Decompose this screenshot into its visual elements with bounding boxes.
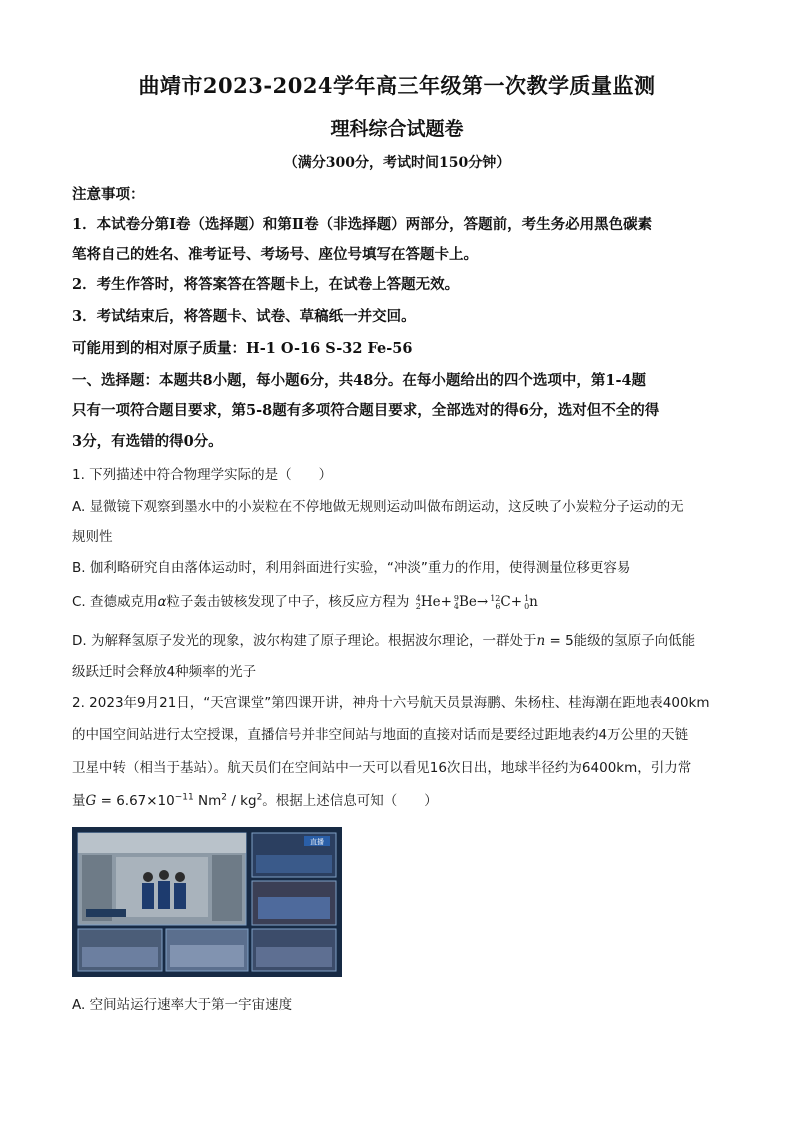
option-c-text: C. 查德威克用 <box>72 594 158 610</box>
unit-square-1: 2 <box>221 792 228 803</box>
n-equals: = 5 <box>545 633 574 649</box>
question-1-option-b: B. 伽利略研究自由落体运动时，利用斜面进行实验，“冲淡”重力的作用，使得测量位移更容易 <box>72 560 631 576</box>
gravity-constant-symbol: G <box>85 793 97 809</box>
notice-item-2: 2．考生作答时，将答案答在答题卡上，在试卷上答题无效。 <box>72 276 460 293</box>
broadcast-collage-image <box>72 827 342 977</box>
option-c-text-2: 粒子轰击铍核发现了中子，核反应方程为 <box>166 594 410 610</box>
section-instructions-line-3: 3分，有选错的得0分。 <box>72 433 223 450</box>
gravity-unit: Nm <box>193 793 222 809</box>
notice-item-3: 3．考试结束后，将答题卡、试卷、草稿纸一并交回。 <box>72 308 416 325</box>
question-2-line-2: 的中国空间站进行太空授课，直播信号并非空间站与地面的直接对话而是要经过距地表约4万公里的天链 <box>72 727 689 743</box>
q2-line4-pre: 量 <box>72 793 86 809</box>
gravity-exponent: −11 <box>174 792 194 803</box>
question-2-line-4 <box>72 789 724 809</box>
exam-subtitle: 理科综合试题卷 <box>330 118 464 140</box>
nuclear-equation: 4 2 He+ 9 4 Be→ 12 6 C+ 1 0 n <box>415 593 538 611</box>
notice-heading: 注意事项： <box>72 186 145 203</box>
gravity-value: = 6.67×10 <box>96 793 175 809</box>
question-1-option-d-line-1 <box>72 629 724 649</box>
notice-item-1-line-2: 笔将自己的姓名、准考证号、考场号、座位号填写在答题卡上。 <box>72 246 478 263</box>
question-1-option-a-line-2: 规则性 <box>72 529 113 545</box>
question-1-option-c <box>72 590 724 611</box>
question-2-option-a: A. 空间站运行速率大于第一宇宙速度 <box>72 997 293 1013</box>
question-2-line-1: 2. 2023年9月21日，“天宫课堂”第四课开讲，神舟十六号航天员景海鹏、朱杨柱、桂海潮在距地表400km <box>72 695 710 711</box>
space-lesson-photo <box>72 827 342 977</box>
q2-line4-post: 。根据上述信息可知（ ） <box>262 793 438 809</box>
live-badge: 直播 <box>310 838 324 846</box>
exam-title: 曲靖市2023-2024学年高三年级第一次教学质量监测 <box>138 73 656 98</box>
n-variable: n <box>536 633 546 649</box>
unit-square-2: 2 <box>256 792 263 803</box>
section-instructions-line-2: 只有一项符合题目要求，第5-8题有多项符合题目要求，全部选对的得6分，选对但不全的得 <box>72 402 660 419</box>
alpha-symbol: α <box>157 594 167 610</box>
option-d-text-2: 能级的氢原子向低能 <box>573 633 696 649</box>
section-instructions-line-1: 一、选择题：本题共8小题，每小题6分，共48分。在每小题给出的四个选项中，第1-4题 <box>72 372 647 389</box>
question-1-option-d-line-2: 级跃迁时会释放4种频率的光子 <box>72 664 257 680</box>
question-1-stem: 1. 下列描述中符合物理学实际的是（ ） <box>72 467 333 483</box>
notice-item-1-line-1: 1．本试卷分第Ⅰ卷（选择题）和第Ⅱ卷（非选择题）两部分，答题前，考生务必用黑色碳素 <box>72 216 653 233</box>
gravity-unit-per: / kg <box>227 793 257 809</box>
question-1-option-a-line-1: A. 显微镜下观察到墨水中的小炭粒在不停地做无规则运动叫做布朗运动，这反映了小炭粒分子运动的无 <box>72 499 684 515</box>
option-d-text: D. 为解释氢原子发光的现象，波尔构建了原子理论。根据波尔理论，一群处于 <box>72 633 537 649</box>
question-2-line-3: 卫星中转（相当于基站）。航天员们在空间站中一天可以看见16次日出，地球半径约为6400km，引力常 <box>72 760 692 776</box>
exam-meta: （满分300分，考试时间150分钟） <box>283 155 511 171</box>
atomic-mass-line: 可能用到的相对原子质量：H-1 O-16 S-32 Fe-56 <box>72 340 413 357</box>
